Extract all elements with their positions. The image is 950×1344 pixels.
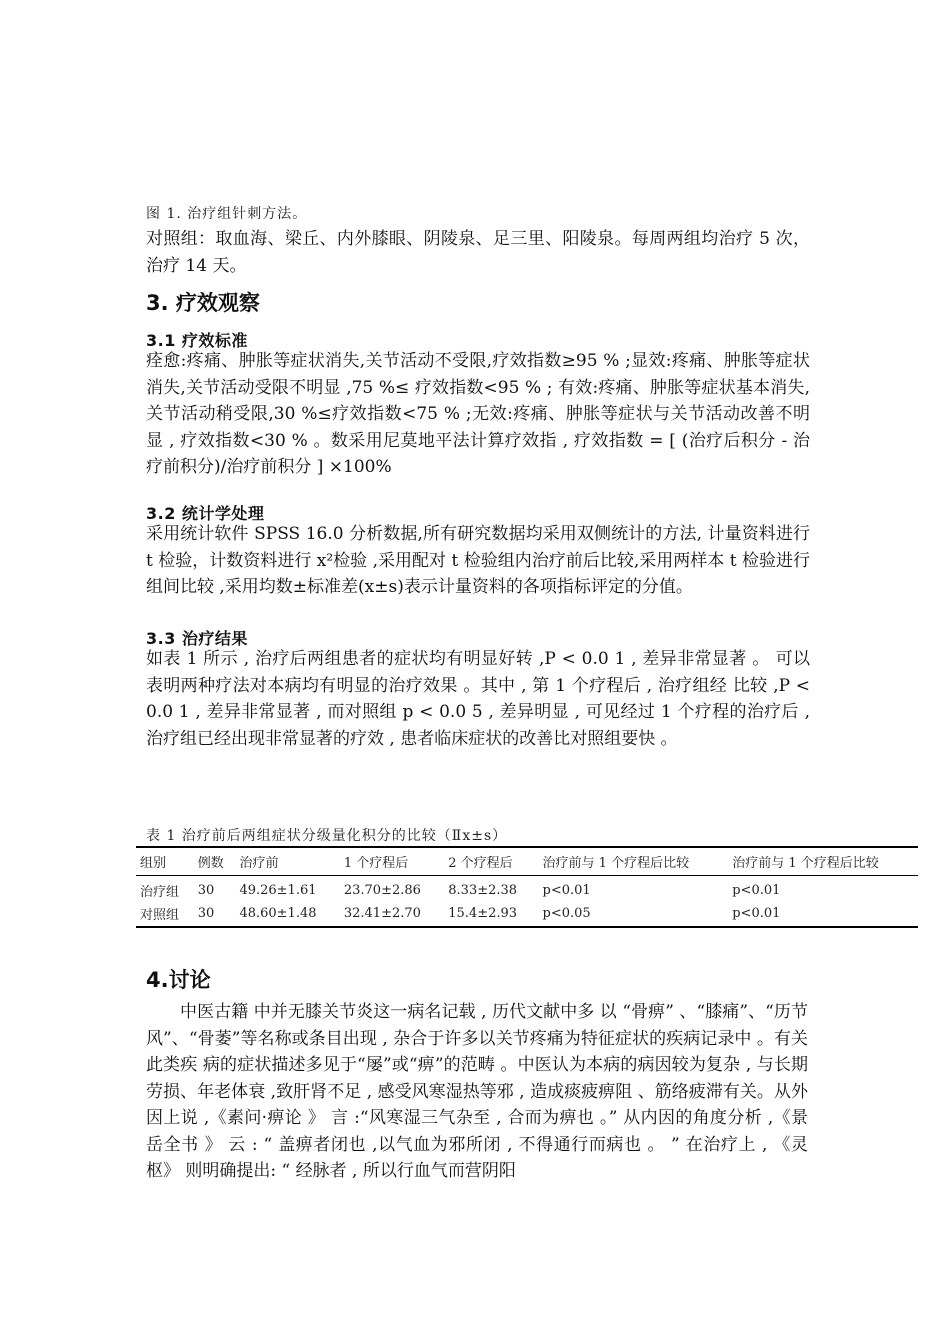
table-header-cell: 治疗前与 1 个疗程后比较 [539, 847, 729, 875]
section-3-3-heading: 3.3 治疗结果 [146, 629, 248, 648]
control-group-paragraph: 对照组：取血海、梁丘、内外膝眼、阴陵泉、足三里、阳陵泉。每周两组均治疗 5 次，治疗 14 天。 [146, 229, 810, 276]
table-cell: p<0.01 [732, 882, 781, 898]
table-header-cell: 1 个疗程后 [340, 847, 444, 875]
table-header-cell: 组别 [136, 847, 194, 875]
table-cell: 治疗组 [140, 884, 180, 900]
table-cell: 8.33±2.38 [448, 882, 518, 898]
table-cell: 32.41±2.70 [340, 901, 444, 927]
figure-caption: 图 1. 治疗组针刺方法。 [146, 206, 308, 222]
table-cell: 49.26±1.61 [239, 882, 317, 898]
section-4-paragraph: 中医古籍 中并无膝关节炎这一病名记载 , 历代文献中多 以 “骨痹” 、“膝痛”、“历节风”、“骨萎”等名称或条目出现 , 杂合于许多以关节疼痛为特征症状的疾病记录中 。有关此类疾 病的症状描述多见于“屡”或“痹”的范畴 。中医认为本病的病因较为复杂 , 与长期劳损、年老体衰 ,致肝肾不足 , 感受风寒湿热等邪 , 造成痰疲痹阻 、筋络疲滞有关。从外因上说 ,《素问·痹论 》 言 :“风寒湿三气杂至 , 合而为痹也 。” 从内因的角度分析 ,《景岳全书 》 云 : “ 盖痹者闭也 ,以气血为邪所闭 , 不得通行而病也 。 ” 在治疗上 , 《灵枢》 则明确提出: “ 经脉者 , 所以行血气而营阴阳 [146, 1002, 808, 1181]
section-4-heading: 4.讨论 [146, 968, 211, 992]
table-row [136, 875, 918, 901]
section-3-3-paragraph: 如表 1 所示 , 治疗后两组患者的症状均有明显好转 ,P < 0.0 1 , 差异非常显著 。 可以表明两种疗法对本病均有明显的治疗效果 。其中 , 第 1 个疗程后 , 治疗组经 比较 ,P < 0.0 1 , 差异非常显著 , 而对照组 p < 0.0 5 , 差异明显 , 可见经过 1 个疗程的治疗后 , 治疗组已经出现非常显著的疗效 , 患者临床症状的改善比对照组要快 。 [146, 649, 810, 749]
section-3-1-paragraph: 痊愈:疼痛、肿胀等症状消失,关节活动不受限,疗效指数≥95 % ;显效:疼痛、肿胀等症状消失,关节活动受限不明显 ,75 %≤ 疗效指数<95 % ; 有效:疼痛、肿胀等症状基本消失, 关节活动稍受限,30 %≤疗效指数<75 % ;无效:疼痛、肿胀等症状与关节活动改善不明显 , 疗效指数<30 % 。数采用尼莫地平法计算疗效指 , 疗效指数 = [ (治疗后积分 - 治疗前积分)/治疗前积分 ] ×100% [146, 351, 810, 477]
table-header-cell: 例数 [194, 847, 236, 875]
table-cell: 15.4±2.93 [444, 901, 538, 927]
table-cell: 30 [197, 882, 215, 898]
table-row [136, 901, 918, 927]
section-3-2-heading: 3.2 统计学处理 [146, 504, 265, 523]
table-cell: 48.60±1.48 [235, 901, 339, 927]
table-cell: 30 [194, 901, 236, 927]
table-cell: p<0.01 [728, 901, 918, 927]
table-header-cell: 治疗前 [235, 847, 339, 875]
table-cell: p<0.05 [539, 901, 729, 927]
results-table [136, 846, 918, 928]
section-3-2-paragraph: 采用统计软件 SPSS 16.0 分析数据,所有研究数据均采用双侧统计的方法, 计量资料进行 t 检验，计数资料进行 x²检验 ,采用配对 t 检验组内治疗前后比较,采用两样本 t 检验进行组间比较 ,采用均数±标准差(x±s)表示计量资料的各项指标评定的分值。 [146, 524, 810, 597]
table-header-row [136, 847, 918, 875]
table-cell: 23.70±2.86 [343, 882, 421, 898]
section-3-heading: 3. 疗效观察 [146, 291, 260, 315]
table-cell: p<0.01 [542, 882, 591, 898]
table-header-cell: 2 个疗程后 [444, 847, 538, 875]
table-cell: 对照组 [136, 901, 194, 927]
table-header-cell: 治疗前与 1 个疗程后比较 [728, 847, 918, 875]
table-caption: 表 1 治疗前后两组症状分级量化积分的比较（Ⅱx±s） [146, 828, 508, 844]
section-3-1-heading: 3.1 疗效标准 [146, 331, 248, 350]
